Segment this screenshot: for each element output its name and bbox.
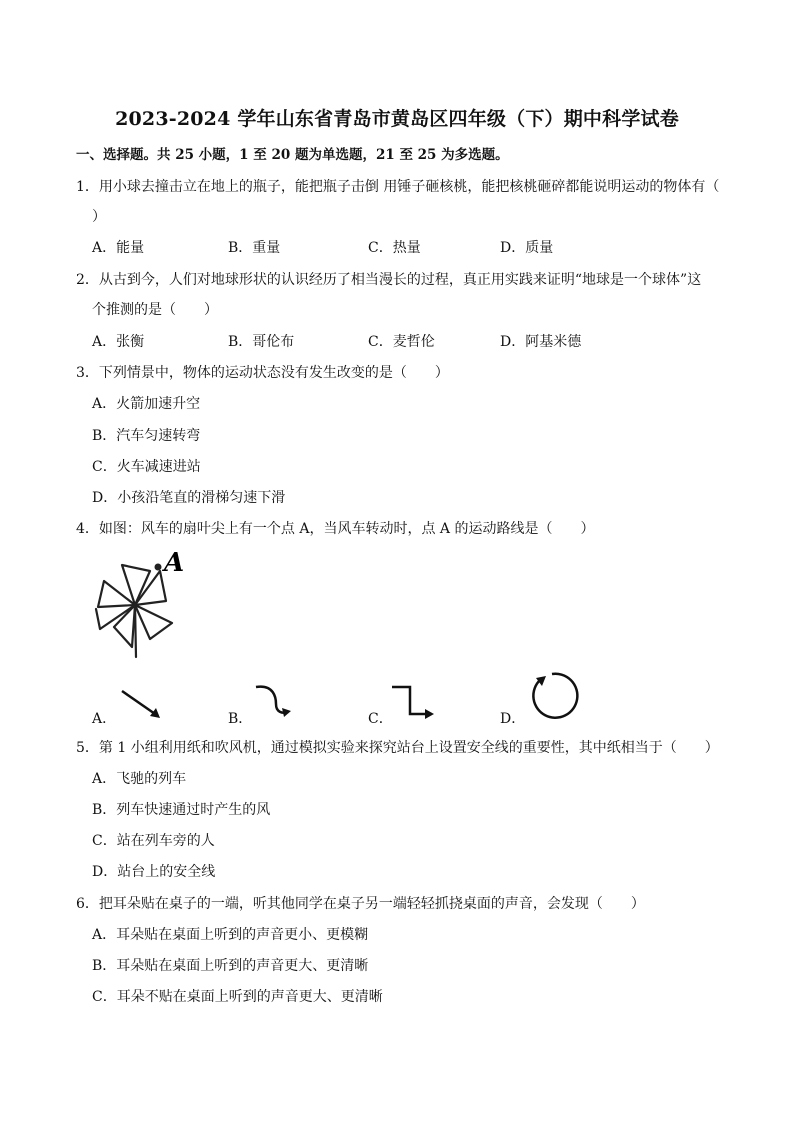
question-2-option-d[interactable]: D．阿基米德: [500, 334, 582, 350]
question-1-option-c[interactable]: C．热量: [368, 240, 421, 256]
question-5-option-b[interactable]: B．列车快速通过时产生的风: [92, 802, 271, 818]
zigzag-arrow-icon: [390, 684, 436, 720]
question-6-option-a[interactable]: A．耳朵贴在桌面上听到的声音更小、更模糊: [92, 927, 369, 943]
curved-arrow-icon: [254, 684, 294, 720]
question-6-text: 6．把耳朵贴在桌子的一端，听其他同学在桌子另一端轻轻抓挠桌面的声音，会发现（ ）: [76, 896, 645, 912]
circle-arrow-icon: [526, 670, 582, 722]
question-4-option-a[interactable]: A．: [92, 711, 117, 727]
question-1-text-cont: ）: [92, 209, 106, 225]
question-1-text: 1．用小球去撞击立在地上的瓶子，能把瓶子击倒 用锤子砸核桃，能把核桃砸碎都能说明运动的物体有（: [76, 179, 720, 195]
point-a-label: A: [164, 548, 185, 578]
question-2-text-cont: 个推测的是（ ）: [92, 302, 218, 318]
page-title: 2023-2024 学年山东省青岛市黄岛区四年级（下）期中科学试卷: [115, 108, 679, 130]
question-3-option-d[interactable]: D．小孩沿笔直的滑梯匀速下滑: [92, 490, 286, 506]
question-1-option-d[interactable]: D．质量: [500, 240, 554, 256]
question-4-option-d[interactable]: D．: [500, 711, 526, 727]
question-1-option-b[interactable]: B．重量: [228, 240, 281, 256]
question-2-option-a[interactable]: A．张衡: [92, 334, 145, 350]
question-3-option-c[interactable]: C．火车减速进站: [92, 459, 201, 475]
question-2-option-c[interactable]: C．麦哲伦: [368, 334, 435, 350]
question-2-text: 2．从古到今，人们对地球形状的认识经历了相当漫长的过程，真正用实践来证明“地球是一个球体”这: [76, 272, 702, 288]
section-heading: 一、选择题。共 25 小题，1 至 20 题为单选题，21 至 25 为多选题。: [76, 147, 509, 163]
question-4-text: 4．如图：风车的扇叶尖上有一个点 A，当风车转动时，点 A 的运动路线是（ ）: [76, 521, 595, 537]
question-5-option-c[interactable]: C．站在列车旁的人: [92, 833, 215, 849]
question-3-option-b[interactable]: B．汽车匀速转弯: [92, 428, 201, 444]
question-5-option-d[interactable]: D．站台上的安全线: [92, 864, 216, 880]
question-3-option-a[interactable]: A．火箭加速升空: [92, 396, 201, 412]
pinwheel-figure: [92, 545, 192, 665]
question-6-option-b[interactable]: B．耳朵贴在桌面上听到的声音更大、更清晰: [92, 958, 369, 974]
question-4-option-b[interactable]: B．: [228, 711, 253, 727]
question-4-option-c[interactable]: C．: [368, 711, 393, 727]
question-3-text: 3．下列情景中，物体的运动状态没有发生改变的是（ ）: [76, 365, 449, 381]
question-5-option-a[interactable]: A．飞驰的列车: [92, 771, 187, 787]
straight-arrow-icon: [120, 688, 164, 722]
question-2-option-b[interactable]: B．哥伦布: [228, 334, 295, 350]
question-5-text: 5．第 1 小组利用纸和吹风机，通过模拟实验来探究站台上设置安全线的重要性，其中纸相当于（ ）: [76, 740, 719, 756]
question-6-option-c[interactable]: C．耳朵不贴在桌面上听到的声音更大、更清晰: [92, 989, 383, 1005]
question-1-option-a[interactable]: A．能量: [92, 240, 145, 256]
